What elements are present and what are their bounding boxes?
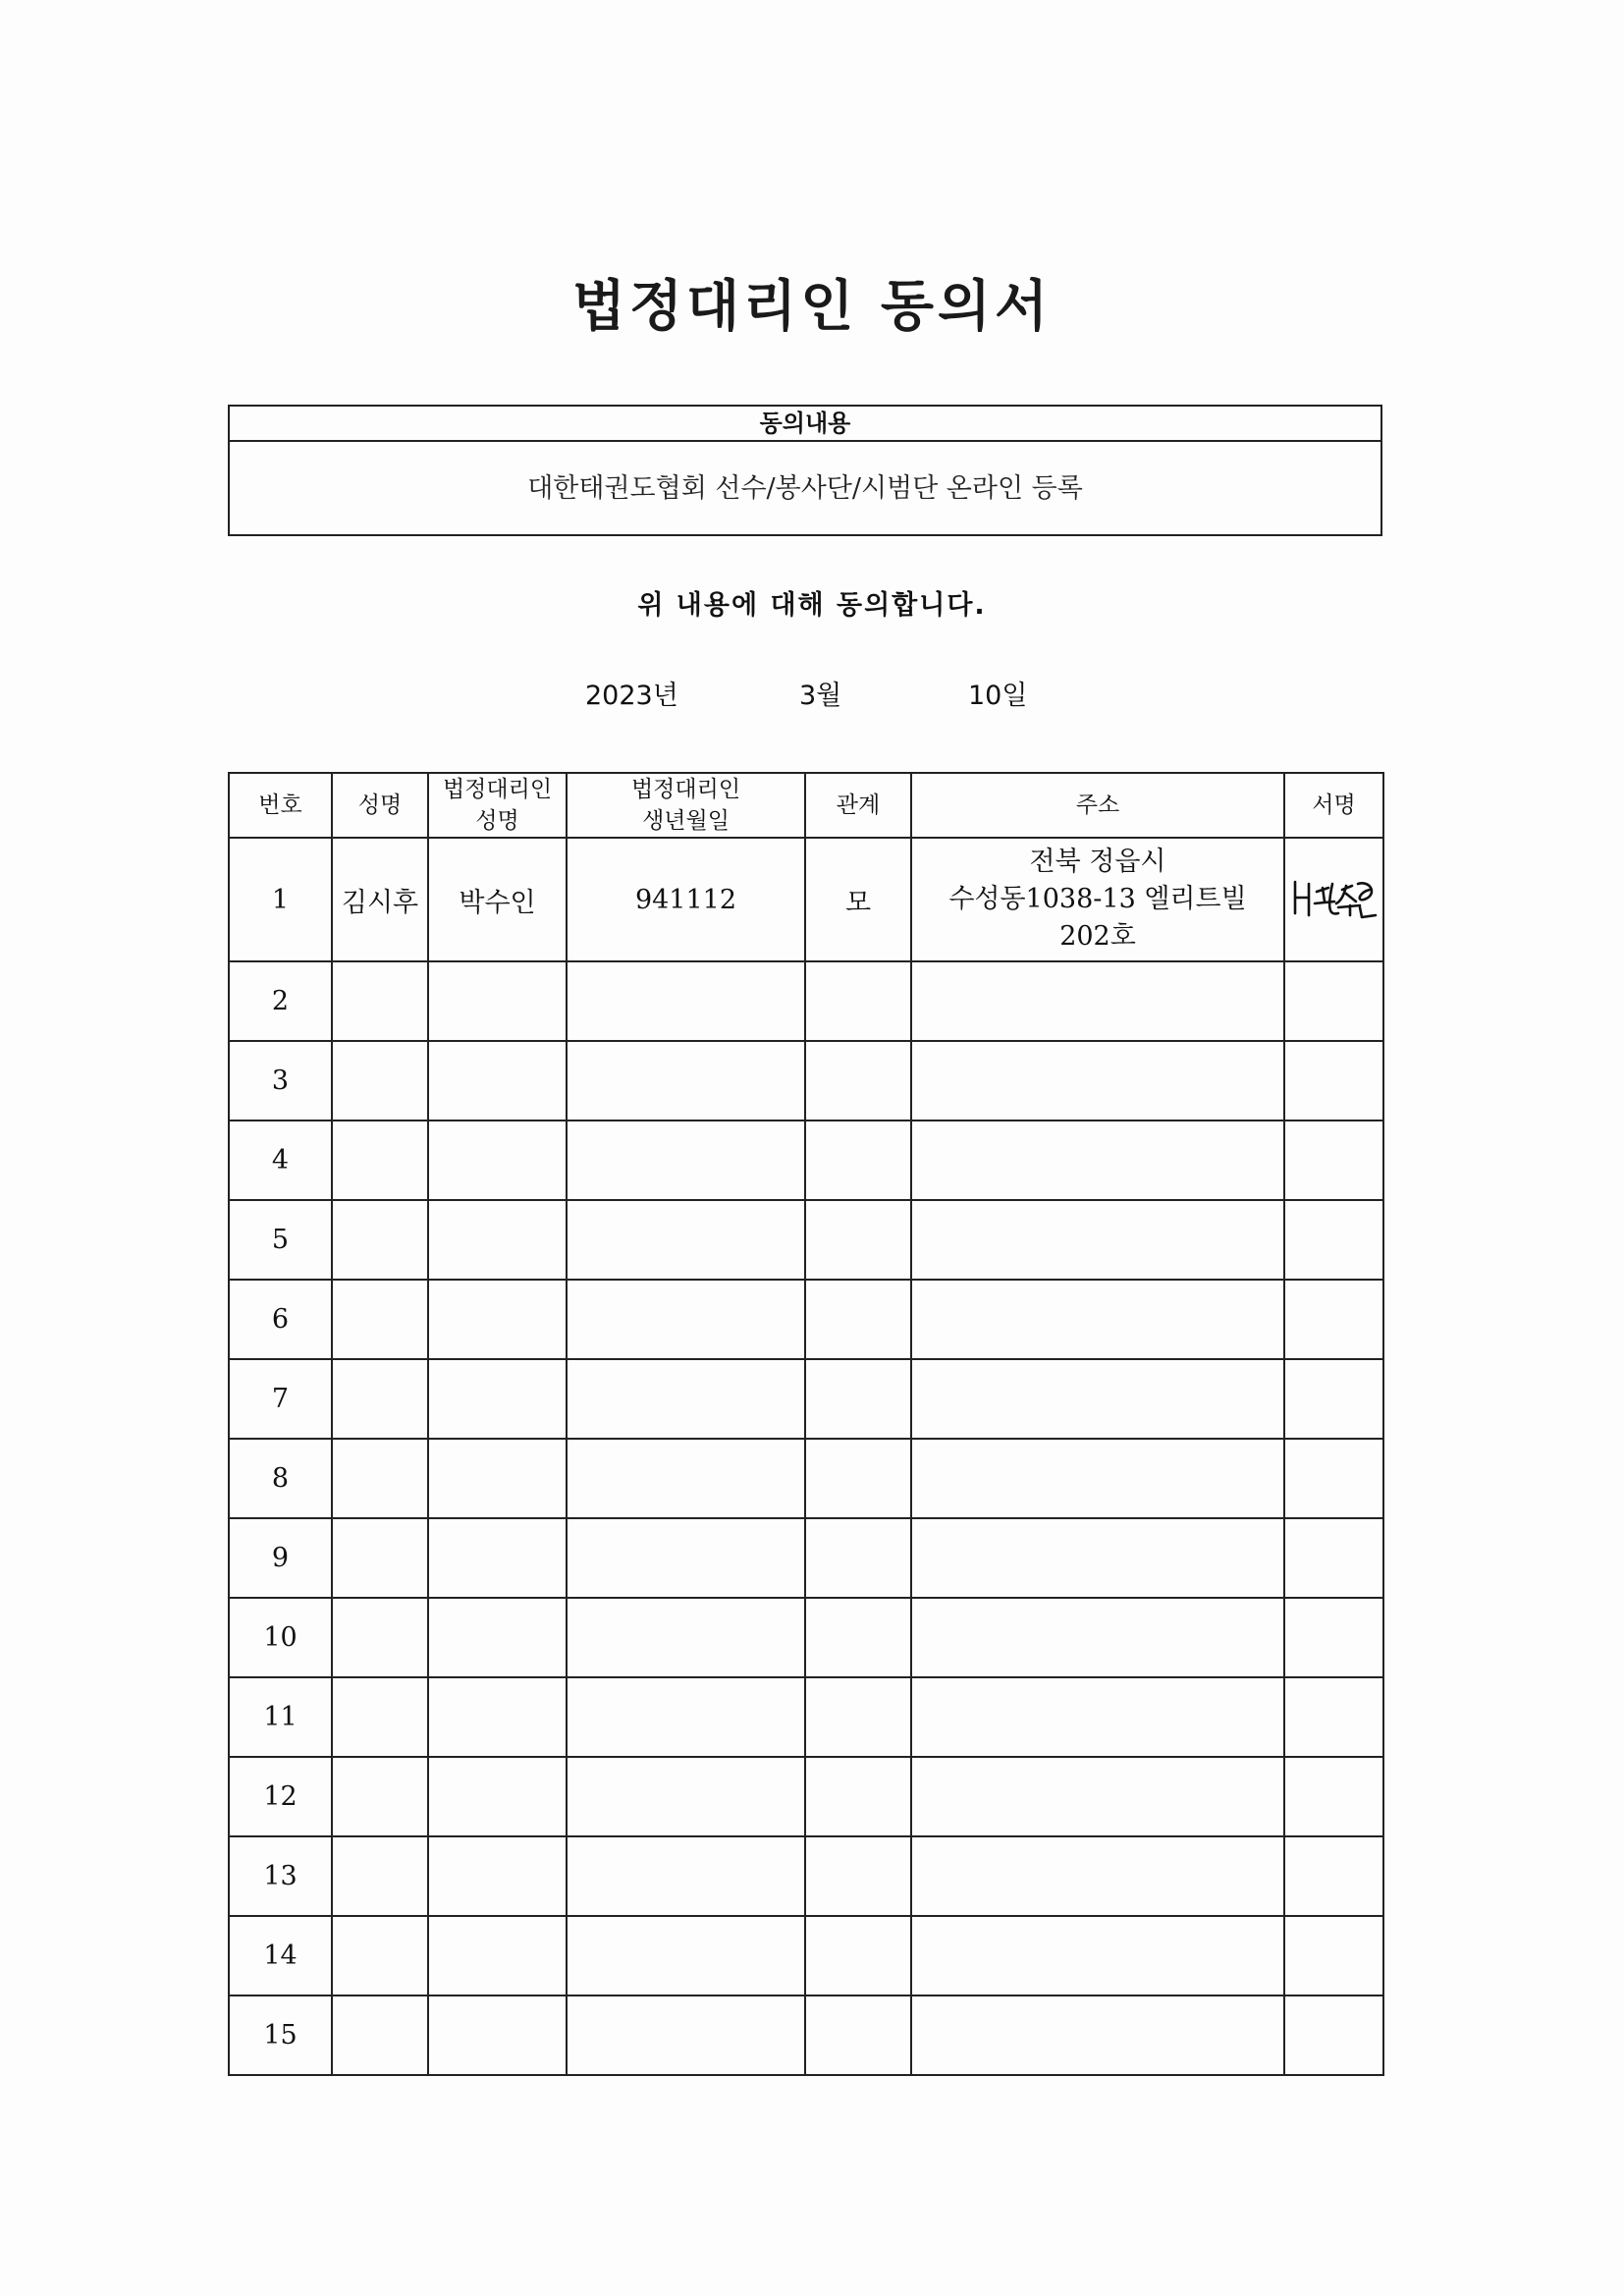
header-relation: 관계 — [805, 773, 911, 838]
header-guardian-name — [428, 773, 567, 838]
cell-guardian-birth: 941112 — [567, 838, 805, 961]
cell-no: 8 — [229, 1439, 332, 1518]
cell-name: 김시후 — [332, 838, 428, 961]
table-row — [229, 1598, 1383, 1677]
handwritten-signature — [1287, 872, 1381, 927]
cell-guardian-name: 박수인 — [428, 838, 567, 961]
cell-no: 4 — [229, 1121, 332, 1200]
table-row — [229, 1121, 1383, 1200]
cell-address — [911, 838, 1284, 961]
header-guardian-birth — [567, 773, 805, 838]
consent-box — [228, 405, 1382, 536]
table-row — [229, 1041, 1383, 1121]
agreement-statement: 위 내용에 대해 동의합니다. — [637, 590, 987, 621]
header-guardian-birth-line1: 법정대리인 — [630, 777, 741, 802]
table-header-row — [229, 773, 1383, 838]
header-address: 주소 — [911, 773, 1284, 838]
date-month: 3월 — [799, 681, 842, 711]
table-row — [229, 1995, 1383, 2075]
table-row — [229, 1359, 1383, 1439]
header-name: 성명 — [332, 773, 428, 838]
consent-content: 대한태권도협회 선수/봉사단/시범단 온라인 등록 — [527, 473, 1083, 504]
cell-no: 10 — [229, 1598, 332, 1677]
address-line1: 전북 정읍시 — [1029, 847, 1166, 877]
header-guardian-name-line1: 법정대리인 — [442, 777, 553, 802]
cell-no: 2 — [229, 961, 332, 1041]
cell-no: 12 — [229, 1757, 332, 1836]
cell-no: 15 — [229, 1995, 332, 2075]
header-guardian-birth-line2: 생년월일 — [642, 808, 730, 834]
cell-relation: 모 — [805, 838, 911, 961]
header-no: 번호 — [229, 773, 332, 838]
table-row — [229, 838, 1383, 961]
table-row — [229, 1439, 1383, 1518]
table-row — [229, 961, 1383, 1041]
document-title: 법정대리인 동의서 — [571, 275, 1053, 339]
table-row — [229, 1677, 1383, 1757]
table-row — [229, 1757, 1383, 1836]
table-row — [229, 1280, 1383, 1359]
consent-heading: 동의내용 — [230, 407, 1380, 442]
table-row — [229, 1916, 1383, 1995]
cell-no: 9 — [229, 1518, 332, 1598]
date-year: 2023년 — [585, 681, 678, 711]
cell-signature — [1284, 838, 1383, 961]
table-row — [229, 1200, 1383, 1280]
table-row — [229, 1836, 1383, 1916]
cell-no: 14 — [229, 1916, 332, 1995]
cell-no: 11 — [229, 1677, 332, 1757]
header-guardian-name-line2: 성명 — [475, 808, 519, 834]
cell-no: 1 — [229, 838, 332, 961]
cell-no: 5 — [229, 1200, 332, 1280]
header-signature: 서명 — [1284, 773, 1383, 838]
cell-no: 3 — [229, 1041, 332, 1121]
cell-no: 7 — [229, 1359, 332, 1439]
address-line3: 202호 — [1059, 921, 1136, 952]
table-row — [229, 1518, 1383, 1598]
guardian-table — [228, 772, 1384, 2076]
cell-no: 13 — [229, 1836, 332, 1916]
cell-no: 6 — [229, 1280, 332, 1359]
address-line2: 수성동1038-13 엘리트빌 — [948, 884, 1247, 914]
date-day: 10일 — [968, 681, 1028, 711]
